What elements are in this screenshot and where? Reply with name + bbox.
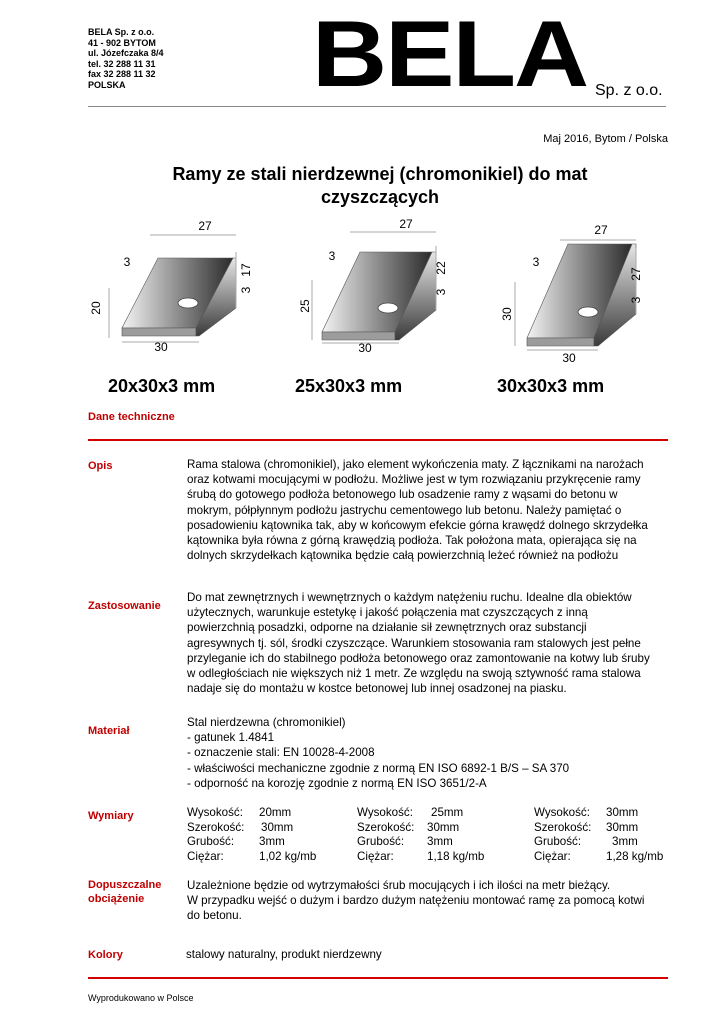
text-line: W przypadku wejść o dużym i bardzo dużym natężeniu montować ramę za pomocą kotwi: [187, 894, 645, 908]
text-line: Uzależnione będzie od wytrzymałości śrub mocujących i ich ilości na metr bieżący.: [187, 879, 611, 892]
dim-top-label: 27: [594, 223, 608, 237]
dim-left-label: 25: [298, 299, 312, 313]
text-line: oraz kotwami mocującymi w podłożu. Możliwe jest w tym rozwiązaniu przykręcenie ramy: [187, 473, 641, 487]
footer-text: Wyprodukowano w Polsce: [88, 993, 194, 1003]
material-label: Materiał: [88, 725, 130, 737]
kolory-text: stalowy naturalny, produkt nierdzewny: [186, 948, 382, 961]
zastosowanie-label: Zastosowanie: [88, 600, 161, 612]
text-line: - odporność na korozję zgodnie z normą EN ISO 3651/2-A: [187, 776, 487, 790]
text-line: - właściwości mechaniczne zgodnie z normą EN ISO 6892-1 B/S – SA 370: [187, 761, 570, 775]
text-line: - gatunek 1.4841: [187, 731, 275, 745]
kolory-label: Kolory: [88, 949, 123, 961]
section-heading: Dane techniczne: [88, 411, 175, 423]
angle-profile-3: [500, 223, 643, 365]
text-line: powierzchnią posadzki, odporne na działanie sił zewnętrznych oraz substancji: [187, 621, 587, 635]
dimension-row: Ciężar: 1,18 kg/mb: [357, 849, 485, 863]
dim-left-label: 20: [89, 301, 103, 315]
dimension-row: Szerokość: 30mm: [534, 820, 639, 834]
text-line: mokrym, półpłynnym podłożu jastrychu cementowego lub betonu. Należy pamiętać o: [187, 503, 622, 517]
material-text: [187, 715, 569, 791]
text-line: do betonu.: [187, 909, 242, 923]
dim-bottom-label: 30: [358, 341, 372, 355]
obciazenie-text: [187, 878, 680, 924]
address-line: 41 - 902 BYTOM: [88, 37, 156, 48]
dimension-row: Grubość: 3mm: [534, 835, 638, 849]
dim-height-label: 17: [239, 263, 253, 277]
screw-hole: [178, 298, 198, 308]
text-line: Rama stalowa (chromonikiel), jako element wykończenia maty. Z łącznikami na narożach: [187, 458, 644, 471]
dim-bottom-label: 30: [562, 351, 576, 365]
text-line: użytecznych, warunkuje estetykę i jakość połączenia mat czyszczących z inną: [187, 606, 588, 620]
dimension-row: Ciężar: 1,28 kg/mb: [534, 849, 664, 863]
dimension-row: Wysokość: 20mm: [187, 806, 292, 819]
title-line: czyszczących: [320, 187, 440, 207]
dim-flange-label: 3: [532, 255, 540, 269]
screw-hole: [378, 303, 398, 313]
product-label-1: 20x30x3 mm: [108, 376, 216, 396]
dim-side-label: 3: [629, 296, 643, 304]
dimension-row: Grubość: 3mm: [357, 835, 453, 849]
opis-label: Opis: [88, 460, 113, 472]
text-line: dolnych skrzydełkach kątownika będzie całą powierzchnią leżeć również na podłożu: [187, 549, 619, 563]
obciazenie-label: [88, 878, 161, 906]
text-line: Do mat zewnętrznych i wewnętrznych o każdym natężeniu ruchu. Idealne dla obiektów: [187, 591, 632, 604]
dimension-row: Szerokość: 30mm: [187, 820, 294, 834]
dim-side-label: 3: [239, 286, 253, 294]
dim-side-label: 3: [434, 288, 448, 296]
dim-bottom-label: 30: [154, 340, 168, 354]
opis-text: [187, 457, 680, 563]
date-line: Maj 2016, Bytom / Polska: [543, 133, 668, 145]
title-line: Ramy ze stali nierdzewnej (chromonikiel) do mat: [172, 164, 588, 184]
wymiary-label: Wymiary: [88, 810, 134, 822]
label-line: obciążenie: [88, 893, 145, 905]
dim-height-label: 27: [629, 267, 643, 281]
dim-top-label: 27: [198, 219, 212, 233]
angle-profile-2: [298, 217, 448, 355]
dimension-row: Wysokość: 30mm: [534, 806, 639, 819]
dimensions-column-1: [187, 806, 316, 864]
address-line: BELA Sp. z o.o.: [88, 27, 155, 37]
text-line: agresywnych tj. sól, środki czyszczące. Warunkiem stosowania ram stalowych jest pełne: [187, 636, 641, 650]
address-line: ul. Józefczaka 8/4: [88, 48, 164, 59]
dimensions-column-3: [534, 806, 663, 864]
profile-edge: [322, 332, 395, 340]
product-label-2: 25x30x3 mm: [295, 376, 403, 396]
red-divider: [88, 439, 668, 441]
page-title: [100, 163, 660, 209]
profile-edge: [527, 338, 594, 346]
profile-diagrams: [0, 210, 725, 375]
dim-flange-label: 3: [328, 249, 336, 263]
red-divider-bottom: [88, 977, 668, 979]
text-line: kątownika była równa z górną krawędzią podłoża. Tak położona mata, opierająca się na: [187, 534, 637, 548]
address-line: tel. 32 288 11 31: [88, 58, 156, 69]
screw-hole: [578, 307, 598, 317]
angle-profile-1: [89, 219, 253, 354]
profile-edge: [122, 328, 196, 336]
dim-flange-label: 3: [123, 255, 131, 269]
text-line: śrubą do gotowego podłoża betonowego lub osadzenie ramy z wąsami do betonu w: [187, 488, 618, 502]
dimensions-column-2: [357, 806, 484, 864]
address-line: fax 32 288 11 32: [88, 69, 156, 80]
text-line: w odległościach nie większych niż 1 metr. Ze względu na swoją sztywność rama stalowa: [187, 667, 641, 681]
product-label-3: 30x30x3 mm: [497, 376, 605, 396]
zastosowanie-text: [187, 590, 680, 696]
dimension-row: Szerokość: 30mm: [357, 820, 460, 834]
brand-logo: BELA: [312, 2, 588, 107]
dim-height-label: 22: [434, 261, 448, 275]
brand-suffix: Sp. z o.o.: [595, 82, 663, 99]
dim-left-label: 30: [500, 307, 514, 321]
header-divider: [88, 106, 666, 107]
dimension-row: Ciężar: 1,02 kg/mb: [187, 849, 317, 863]
text-line: posadowieniu kątownika tak, aby w końcowym efekcie górna krawędź dolnego skrzydełka: [187, 518, 648, 532]
label-line: Dopuszczalne: [88, 879, 162, 891]
text-line: Stal nierdzewna (chromonikiel): [187, 716, 346, 729]
dim-top-label: 27: [399, 217, 413, 231]
dimension-row: Wysokość: 25mm: [357, 806, 464, 819]
dimension-row: Grubość: 3mm: [187, 835, 285, 849]
address-line: POLSKA: [88, 79, 126, 90]
text-line: - oznaczenie stali: EN 10028-4-2008: [187, 746, 375, 760]
text-line: nadaje się do montażu w kostce betonowej lub innej osadzonej na piasku.: [187, 682, 567, 696]
company-address: [88, 27, 164, 91]
text-line: przyleganie ich do stabilnego podłoża betonowego oraz zamontowanie na kotwy lub śruby: [187, 651, 650, 665]
